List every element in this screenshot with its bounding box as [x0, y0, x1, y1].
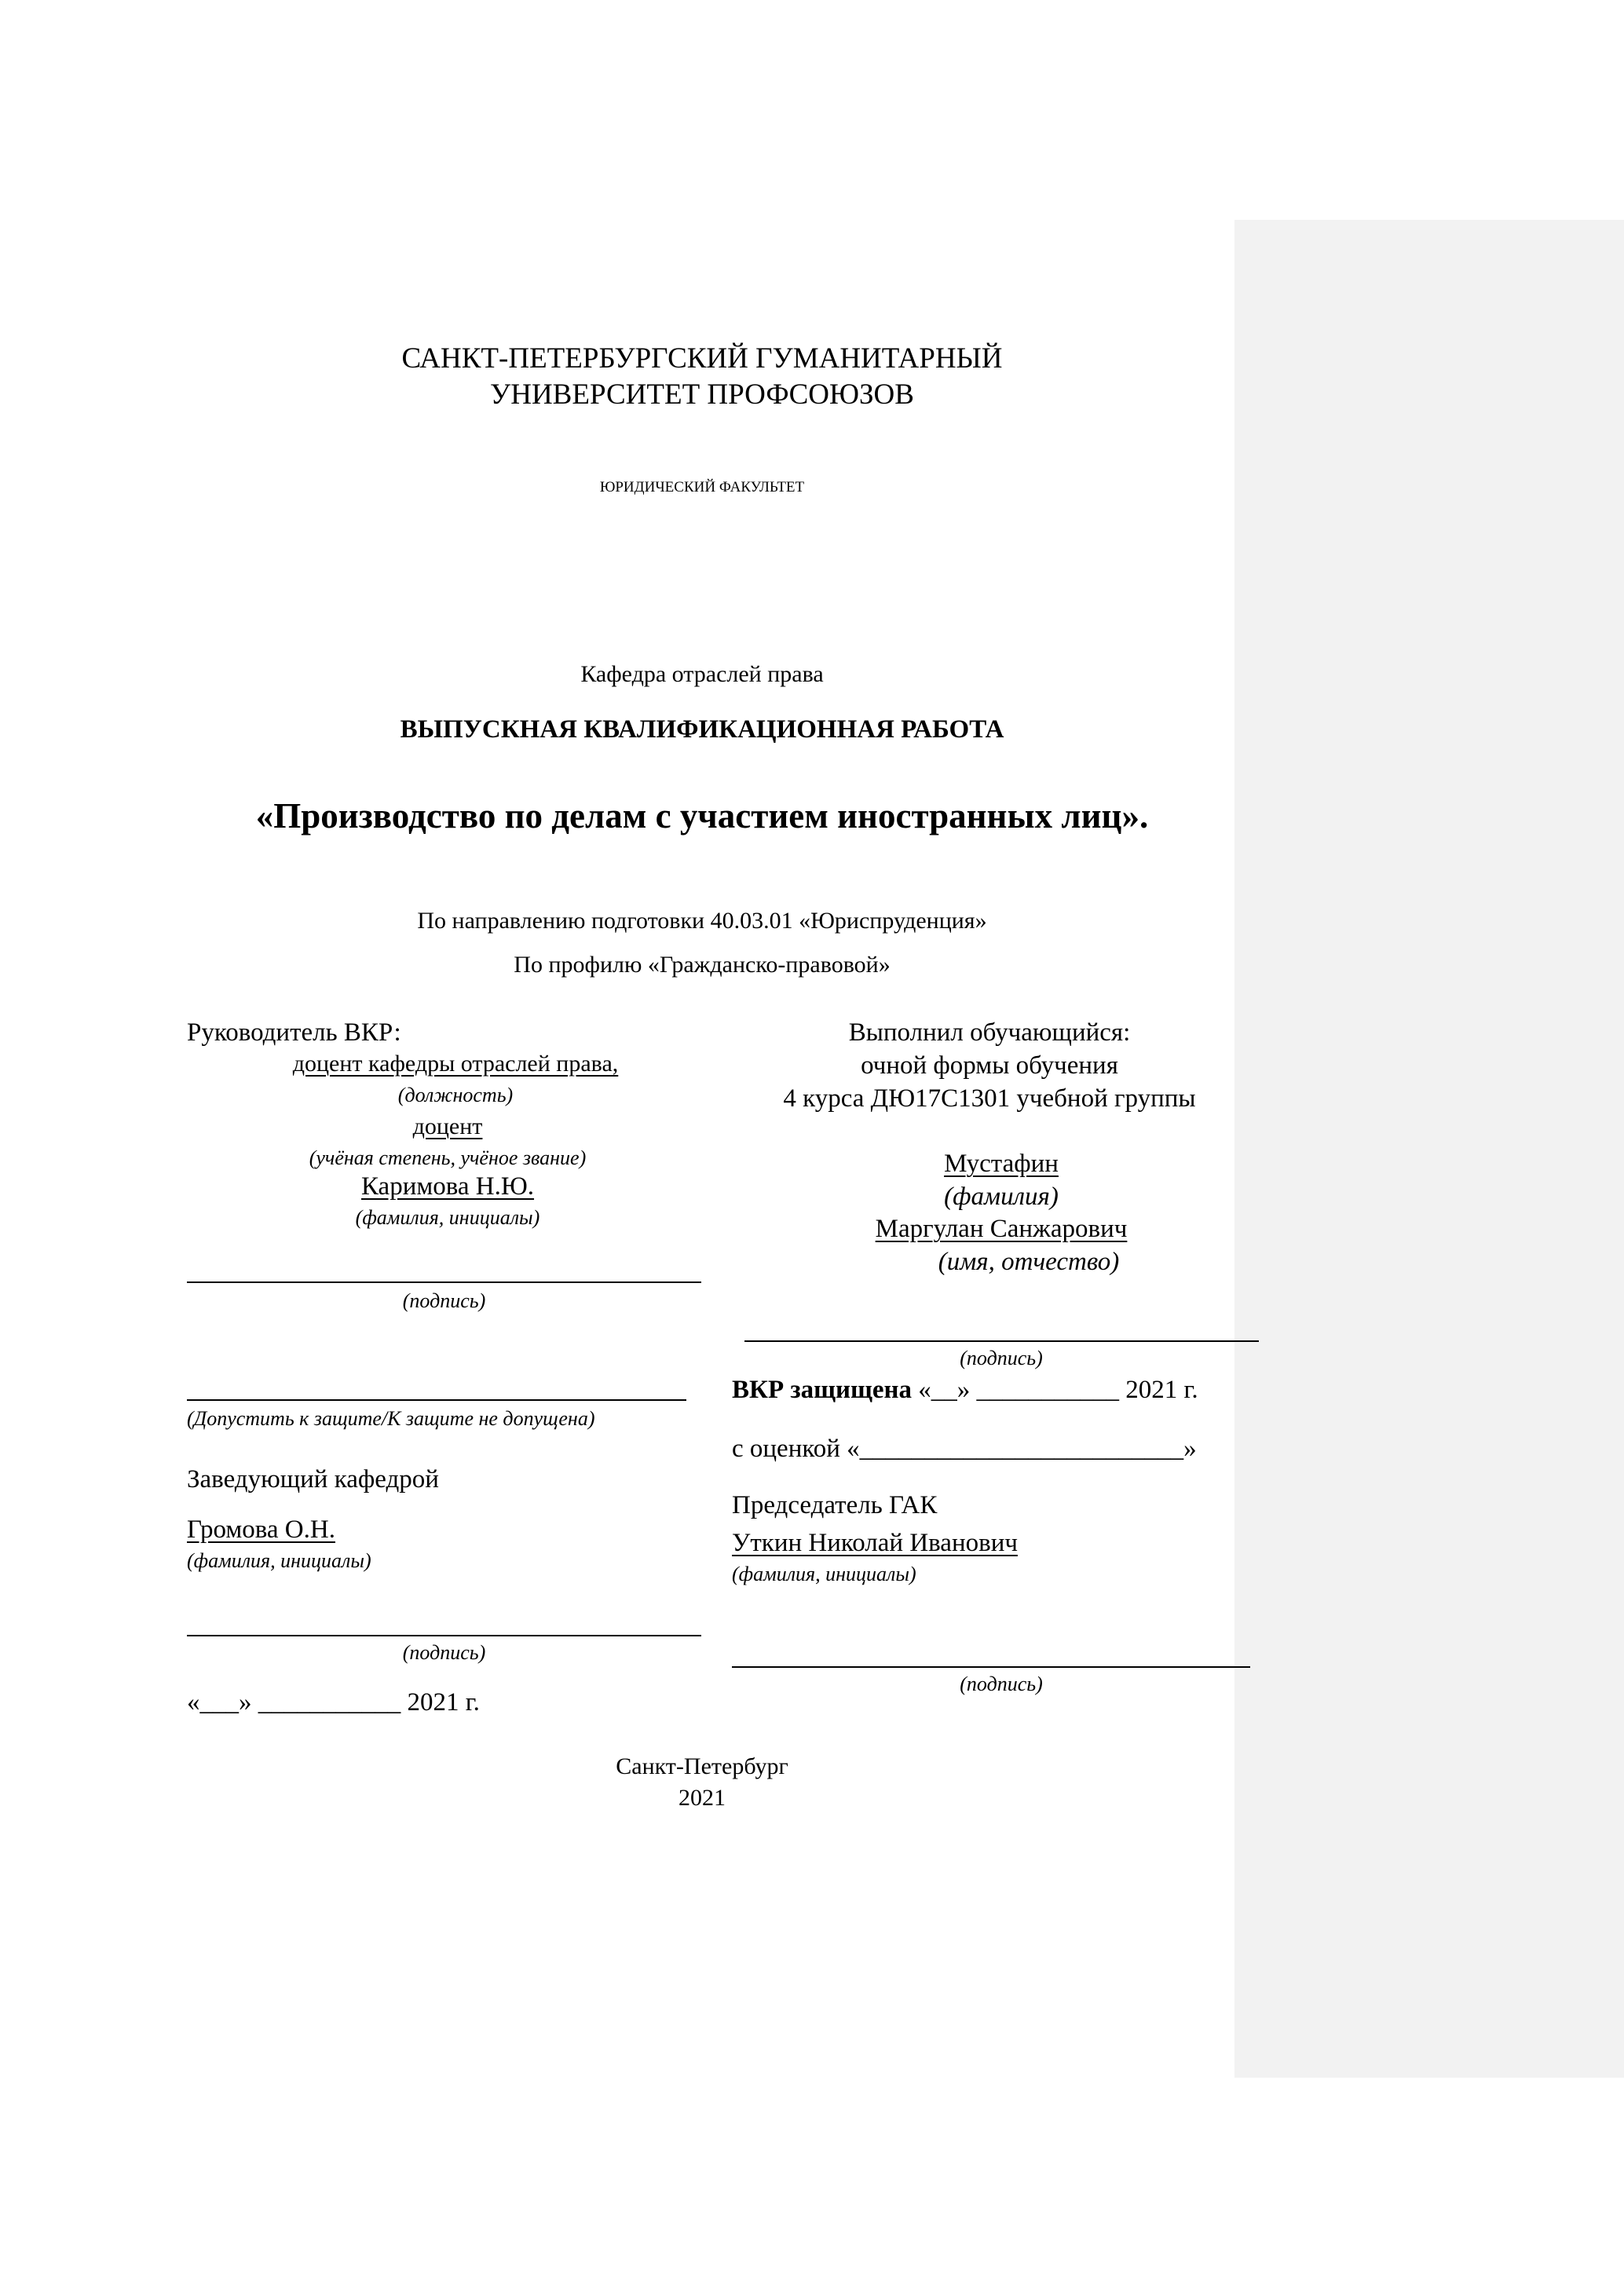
student-course-group: 4 курса ДЮ17С1301 учебной группы	[783, 1084, 1196, 1113]
student-study-form: очной формы обучения	[861, 1051, 1118, 1080]
department-label: Кафедра отраслей права	[580, 661, 824, 687]
defense-label: ВКР защищена	[732, 1376, 913, 1404]
supervisor-degree-caption: (учёная степень, учёное звание)	[309, 1146, 587, 1169]
commission-chair-heading: Председатель ГАК	[732, 1491, 938, 1519]
footer-city: Санкт-Петербург	[616, 1753, 788, 1779]
direction-line: По направлению подготовки 40.03.01 «Юриспруденция»	[417, 908, 987, 934]
defense-date: «__» ___________ 2021 г.	[912, 1376, 1198, 1404]
head-of-department-heading: Заведующий кафедрой	[187, 1465, 439, 1493]
supervisor-name-caption: (фамилия, инициалы)	[355, 1206, 540, 1229]
supervisor-degree: доцент	[412, 1113, 483, 1139]
faculty-label: ЮРИДИЧЕСКИЙ ФАКУЛЬТЕТ	[599, 479, 805, 495]
grade-line: с оценкой «_________________________»	[732, 1435, 1197, 1463]
commission-chair-name: Уткин Николай Иванович	[732, 1529, 1018, 1557]
head-date-line: «___» ___________ 2021 г.	[187, 1688, 480, 1717]
footer	[545, 1751, 859, 1814]
head-signature-caption: (подпись)	[402, 1641, 486, 1664]
supervisor-signature-line	[187, 1281, 701, 1283]
student-heading: Выполнил обучающийся:	[848, 1018, 1131, 1047]
head-of-department-name: Громова О.Н.	[187, 1515, 335, 1544]
university-name	[309, 341, 1095, 413]
university-line-2: УНИВЕРСИТЕТ ПРОФСОЮЗОВ	[490, 378, 914, 411]
university-line-1: САНКТ-ПЕТЕРБУРГСКИЙ ГУМАНИТАРНЫЙ	[401, 342, 1003, 375]
footer-year: 2021	[678, 1785, 726, 1811]
supervisor-heading: Руководитель ВКР:	[187, 1018, 401, 1047]
student-given-names: Маргулан Санжарович	[875, 1215, 1128, 1243]
head-signature-line	[187, 1635, 701, 1636]
student-signature-caption: (подпись)	[960, 1347, 1043, 1369]
student-given-names-caption: (имя, отчество)	[938, 1248, 1120, 1276]
student-surname: Мустафин	[944, 1150, 1059, 1178]
supervisor-position: доцент кафедры отраслей права,	[292, 1051, 619, 1077]
chair-signature-caption: (подпись)	[960, 1673, 1043, 1695]
student-signature-line	[744, 1340, 1259, 1342]
admission-decision-line	[187, 1399, 686, 1401]
supervisor-position-caption: (должность)	[397, 1084, 514, 1106]
head-of-department-name-caption: (фамилия, инициалы)	[187, 1549, 371, 1572]
supervisor-name: Каримова Н.Ю.	[360, 1172, 535, 1201]
profile-line: По профилю «Гражданско-правовой»	[514, 952, 891, 978]
work-type-heading: ВЫПУСКНАЯ КВАЛИФИКАЦИОННАЯ РАБОТА	[400, 715, 1004, 744]
defense-line	[732, 1376, 1198, 1405]
student-surname-caption: (фамилия)	[944, 1183, 1059, 1211]
comment-margin-pane	[1234, 220, 1624, 2078]
commission-chair-name-caption: (фамилия, инициалы)	[732, 1563, 916, 1585]
admission-caption: (Допустить к защите/К защите не допущена)	[187, 1407, 595, 1430]
chair-signature-line	[732, 1666, 1250, 1668]
thesis-title: «Производство по делам с участием иностранных лиц».	[255, 796, 1149, 835]
supervisor-signature-caption: (подпись)	[402, 1289, 486, 1312]
